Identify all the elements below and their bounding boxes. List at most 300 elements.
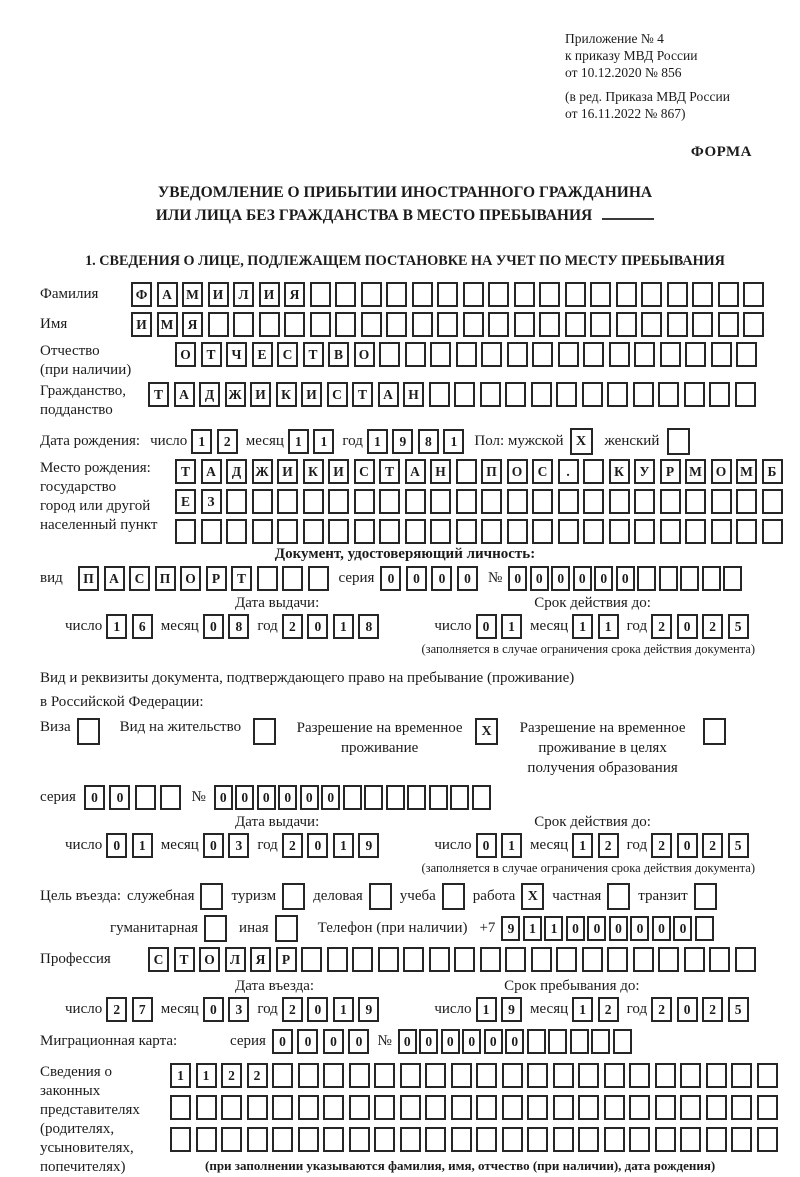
char-cell[interactable] [379, 342, 400, 367]
char-cell[interactable]: О [354, 342, 375, 367]
char-cell[interactable] [298, 1127, 319, 1152]
char-cell[interactable] [335, 282, 356, 307]
char-cell[interactable] [472, 785, 491, 810]
char-cell[interactable] [762, 519, 783, 544]
char-cell[interactable]: 0 [441, 1029, 460, 1054]
char-cell[interactable]: . [558, 459, 579, 484]
char-cell[interactable]: 0 [677, 997, 698, 1022]
char-cell[interactable]: 2 [598, 997, 619, 1022]
char-cell[interactable] [757, 1063, 778, 1088]
char-cell[interactable]: 0 [406, 566, 427, 591]
char-cell[interactable]: 0 [307, 833, 328, 858]
char-cell[interactable] [706, 1063, 727, 1088]
char-cell[interactable] [553, 1063, 574, 1088]
char-cell[interactable] [437, 282, 458, 307]
char-cell[interactable]: 2 [598, 833, 619, 858]
char-cell[interactable]: Я [250, 947, 271, 972]
char-cell[interactable] [476, 1127, 497, 1152]
char-cell[interactable] [400, 1063, 421, 1088]
char-cell[interactable]: Т [174, 947, 195, 972]
char-cell[interactable] [454, 947, 475, 972]
char-cell[interactable]: 2 [651, 833, 672, 858]
char-cell[interactable]: 0 [323, 1029, 344, 1054]
char-cell[interactable] [514, 282, 535, 307]
char-cell[interactable] [684, 947, 705, 972]
char-cell[interactable]: 0 [203, 833, 224, 858]
char-cell[interactable]: Т [303, 342, 324, 367]
char-cell[interactable] [233, 312, 254, 337]
char-cell[interactable]: М [736, 459, 757, 484]
char-cell[interactable] [762, 489, 783, 514]
char-cell[interactable] [476, 1063, 497, 1088]
char-cell[interactable] [629, 1095, 650, 1120]
char-cell[interactable]: 0 [257, 785, 276, 810]
char-cell[interactable]: 9 [501, 916, 520, 941]
char-cell[interactable] [252, 489, 273, 514]
char-cell[interactable]: С [532, 459, 553, 484]
char-cell[interactable]: Е [175, 489, 196, 514]
char-cell[interactable]: 0 [616, 566, 635, 591]
char-cell[interactable] [709, 382, 730, 407]
char-cell[interactable]: 2 [106, 997, 127, 1022]
char-cell[interactable]: 1 [313, 429, 334, 454]
char-cell[interactable]: Т [201, 342, 222, 367]
char-cell[interactable] [303, 489, 324, 514]
char-cell[interactable]: 9 [358, 833, 379, 858]
char-cell[interactable] [386, 312, 407, 337]
char-cell[interactable]: 0 [476, 833, 497, 858]
char-cell[interactable] [590, 312, 611, 337]
char-cell[interactable] [634, 519, 655, 544]
char-cell[interactable]: Т [352, 382, 373, 407]
char-cell[interactable] [463, 312, 484, 337]
char-cell[interactable] [604, 1063, 625, 1088]
char-cell[interactable] [565, 312, 586, 337]
char-cell[interactable]: П [155, 566, 176, 591]
char-cell[interactable]: 0 [652, 916, 671, 941]
char-cell[interactable] [208, 312, 229, 337]
char-cell[interactable] [583, 519, 604, 544]
char-cell[interactable] [335, 312, 356, 337]
char-cell[interactable]: 1 [333, 833, 354, 858]
char-cell[interactable]: О [199, 947, 220, 972]
temp-residence-checkbox[interactable]: X [475, 718, 498, 745]
char-cell[interactable]: М [182, 282, 203, 307]
char-cell[interactable] [303, 519, 324, 544]
char-cell[interactable] [531, 947, 552, 972]
char-cell[interactable] [531, 382, 552, 407]
char-cell[interactable] [706, 1095, 727, 1120]
char-cell[interactable] [505, 382, 526, 407]
char-cell[interactable] [247, 1127, 268, 1152]
char-cell[interactable] [659, 566, 678, 591]
char-cell[interactable]: 0 [457, 566, 478, 591]
char-cell[interactable]: 9 [358, 997, 379, 1022]
char-cell[interactable] [221, 1127, 242, 1152]
char-cell[interactable] [502, 1127, 523, 1152]
char-cell[interactable]: 0 [609, 916, 628, 941]
char-cell[interactable]: С [354, 459, 375, 484]
char-cell[interactable] [527, 1127, 548, 1152]
char-cell[interactable]: 0 [677, 614, 698, 639]
char-cell[interactable] [507, 489, 528, 514]
char-cell[interactable] [609, 342, 630, 367]
char-cell[interactable] [456, 342, 477, 367]
char-cell[interactable] [507, 342, 528, 367]
char-cell[interactable]: Б [762, 459, 783, 484]
char-cell[interactable]: 0 [508, 566, 527, 591]
purpose-study-checkbox[interactable] [442, 883, 465, 910]
char-cell[interactable] [502, 1063, 523, 1088]
char-cell[interactable] [629, 1063, 650, 1088]
char-cell[interactable] [361, 282, 382, 307]
char-cell[interactable]: Т [148, 382, 169, 407]
char-cell[interactable]: 1 [501, 833, 522, 858]
char-cell[interactable] [456, 519, 477, 544]
char-cell[interactable] [412, 312, 433, 337]
char-cell[interactable] [629, 1127, 650, 1152]
char-cell[interactable]: С [148, 947, 169, 972]
char-cell[interactable] [637, 566, 656, 591]
purpose-transit-checkbox[interactable] [694, 883, 717, 910]
char-cell[interactable] [655, 1127, 676, 1152]
char-cell[interactable] [252, 519, 273, 544]
char-cell[interactable] [481, 489, 502, 514]
char-cell[interactable] [454, 382, 475, 407]
char-cell[interactable] [641, 312, 662, 337]
char-cell[interactable]: 1 [196, 1063, 217, 1088]
char-cell[interactable] [374, 1127, 395, 1152]
char-cell[interactable]: И [259, 282, 280, 307]
char-cell[interactable] [450, 785, 469, 810]
char-cell[interactable]: Л [225, 947, 246, 972]
purpose-other-checkbox[interactable] [275, 915, 298, 942]
char-cell[interactable]: Я [284, 282, 305, 307]
char-cell[interactable]: 3 [228, 997, 249, 1022]
char-cell[interactable] [386, 282, 407, 307]
char-cell[interactable] [328, 519, 349, 544]
char-cell[interactable] [660, 519, 681, 544]
char-cell[interactable]: 2 [702, 614, 723, 639]
char-cell[interactable] [323, 1095, 344, 1120]
char-cell[interactable]: Ф [131, 282, 152, 307]
char-cell[interactable]: Д [226, 459, 247, 484]
gender-male-checkbox[interactable]: X [570, 428, 593, 455]
char-cell[interactable] [685, 489, 706, 514]
char-cell[interactable] [527, 1063, 548, 1088]
char-cell[interactable]: 0 [235, 785, 254, 810]
char-cell[interactable] [527, 1029, 546, 1054]
char-cell[interactable]: Т [379, 459, 400, 484]
char-cell[interactable]: 2 [651, 997, 672, 1022]
char-cell[interactable]: О [507, 459, 528, 484]
char-cell[interactable] [658, 382, 679, 407]
char-cell[interactable] [558, 342, 579, 367]
char-cell[interactable]: 1 [132, 833, 153, 858]
purpose-tourism-checkbox[interactable] [282, 883, 305, 910]
char-cell[interactable] [488, 282, 509, 307]
char-cell[interactable] [735, 382, 756, 407]
char-cell[interactable] [743, 312, 764, 337]
char-cell[interactable] [343, 785, 362, 810]
char-cell[interactable]: 0 [419, 1029, 438, 1054]
purpose-private-checkbox[interactable] [607, 883, 630, 910]
char-cell[interactable]: В [328, 342, 349, 367]
char-cell[interactable]: 1 [367, 429, 388, 454]
char-cell[interactable] [451, 1095, 472, 1120]
char-cell[interactable] [616, 312, 637, 337]
char-cell[interactable] [582, 382, 603, 407]
char-cell[interactable]: 0 [673, 916, 692, 941]
char-cell[interactable] [429, 382, 450, 407]
char-cell[interactable] [634, 342, 655, 367]
char-cell[interactable] [310, 312, 331, 337]
char-cell[interactable] [400, 1127, 421, 1152]
char-cell[interactable] [196, 1095, 217, 1120]
char-cell[interactable]: 1 [476, 997, 497, 1022]
char-cell[interactable] [505, 947, 526, 972]
char-cell[interactable] [709, 947, 730, 972]
residence-permit-checkbox[interactable] [253, 718, 276, 745]
char-cell[interactable] [607, 947, 628, 972]
char-cell[interactable]: О [711, 459, 732, 484]
char-cell[interactable]: А [201, 459, 222, 484]
char-cell[interactable]: 0 [677, 833, 698, 858]
char-cell[interactable]: У [634, 459, 655, 484]
char-cell[interactable]: М [685, 459, 706, 484]
char-cell[interactable] [352, 947, 373, 972]
char-cell[interactable] [731, 1063, 752, 1088]
char-cell[interactable]: К [609, 459, 630, 484]
char-cell[interactable] [374, 1095, 395, 1120]
char-cell[interactable] [692, 282, 713, 307]
char-cell[interactable]: 8 [418, 429, 439, 454]
char-cell[interactable] [527, 1095, 548, 1120]
char-cell[interactable] [695, 916, 714, 941]
char-cell[interactable]: 0 [594, 566, 613, 591]
char-cell[interactable] [226, 489, 247, 514]
char-cell[interactable]: 0 [505, 1029, 524, 1054]
char-cell[interactable]: 7 [132, 997, 153, 1022]
char-cell[interactable]: С [277, 342, 298, 367]
char-cell[interactable] [407, 785, 426, 810]
char-cell[interactable] [558, 489, 579, 514]
char-cell[interactable] [582, 947, 603, 972]
char-cell[interactable]: А [378, 382, 399, 407]
char-cell[interactable] [349, 1127, 370, 1152]
char-cell[interactable] [658, 947, 679, 972]
char-cell[interactable]: 9 [501, 997, 522, 1022]
char-cell[interactable]: 2 [702, 997, 723, 1022]
char-cell[interactable] [604, 1127, 625, 1152]
char-cell[interactable] [272, 1063, 293, 1088]
temp-residence-education-checkbox[interactable] [703, 718, 726, 745]
char-cell[interactable] [349, 1095, 370, 1120]
char-cell[interactable]: 1 [572, 997, 593, 1022]
char-cell[interactable] [660, 489, 681, 514]
char-cell[interactable]: А [104, 566, 125, 591]
char-cell[interactable]: 0 [272, 1029, 293, 1054]
char-cell[interactable] [680, 1127, 701, 1152]
char-cell[interactable] [378, 947, 399, 972]
char-cell[interactable]: М [157, 312, 178, 337]
char-cell[interactable] [430, 489, 451, 514]
char-cell[interactable]: П [481, 459, 502, 484]
char-cell[interactable]: Н [403, 382, 424, 407]
char-cell[interactable] [539, 312, 560, 337]
char-cell[interactable]: Л [233, 282, 254, 307]
char-cell[interactable] [430, 342, 451, 367]
char-cell[interactable] [301, 947, 322, 972]
char-cell[interactable] [553, 1095, 574, 1120]
char-cell[interactable] [583, 342, 604, 367]
char-cell[interactable] [327, 947, 348, 972]
char-cell[interactable] [451, 1063, 472, 1088]
char-cell[interactable]: Е [252, 342, 273, 367]
char-cell[interactable]: 0 [84, 785, 105, 810]
char-cell[interactable] [583, 459, 604, 484]
char-cell[interactable]: 8 [228, 614, 249, 639]
char-cell[interactable] [532, 489, 553, 514]
char-cell[interactable] [735, 947, 756, 972]
char-cell[interactable] [463, 282, 484, 307]
char-cell[interactable] [456, 459, 477, 484]
char-cell[interactable] [655, 1063, 676, 1088]
char-cell[interactable]: О [180, 566, 201, 591]
char-cell[interactable] [507, 519, 528, 544]
char-cell[interactable]: 0 [348, 1029, 369, 1054]
char-cell[interactable]: И [250, 382, 271, 407]
char-cell[interactable]: 2 [282, 833, 303, 858]
char-cell[interactable] [323, 1063, 344, 1088]
purpose-humanitarian-checkbox[interactable] [204, 915, 227, 942]
char-cell[interactable]: 0 [307, 997, 328, 1022]
char-cell[interactable] [757, 1095, 778, 1120]
char-cell[interactable] [405, 342, 426, 367]
char-cell[interactable] [604, 1095, 625, 1120]
char-cell[interactable] [539, 282, 560, 307]
char-cell[interactable]: 8 [358, 614, 379, 639]
char-cell[interactable] [386, 785, 405, 810]
char-cell[interactable] [354, 489, 375, 514]
char-cell[interactable]: 0 [587, 916, 606, 941]
char-cell[interactable]: Т [231, 566, 252, 591]
char-cell[interactable]: 0 [566, 916, 585, 941]
char-cell[interactable] [692, 312, 713, 337]
char-cell[interactable]: 5 [728, 833, 749, 858]
char-cell[interactable] [160, 785, 181, 810]
char-cell[interactable]: 1 [572, 833, 593, 858]
char-cell[interactable]: 0 [530, 566, 549, 591]
char-cell[interactable] [361, 312, 382, 337]
char-cell[interactable] [476, 1095, 497, 1120]
char-cell[interactable] [196, 1127, 217, 1152]
char-cell[interactable] [374, 1063, 395, 1088]
char-cell[interactable] [514, 312, 535, 337]
char-cell[interactable] [170, 1095, 191, 1120]
char-cell[interactable] [480, 947, 501, 972]
char-cell[interactable] [257, 566, 278, 591]
char-cell[interactable]: Ж [225, 382, 246, 407]
char-cell[interactable]: 0 [551, 566, 570, 591]
char-cell[interactable] [429, 947, 450, 972]
char-cell[interactable] [711, 489, 732, 514]
char-cell[interactable]: 0 [462, 1029, 481, 1054]
char-cell[interactable] [702, 566, 721, 591]
char-cell[interactable]: 2 [651, 614, 672, 639]
char-cell[interactable]: 5 [728, 997, 749, 1022]
char-cell[interactable] [298, 1063, 319, 1088]
char-cell[interactable] [634, 489, 655, 514]
char-cell[interactable]: Н [430, 459, 451, 484]
char-cell[interactable] [437, 312, 458, 337]
char-cell[interactable]: 1 [501, 614, 522, 639]
char-cell[interactable]: А [405, 459, 426, 484]
char-cell[interactable]: Р [660, 459, 681, 484]
char-cell[interactable]: 2 [247, 1063, 268, 1088]
char-cell[interactable] [558, 519, 579, 544]
char-cell[interactable]: 0 [203, 997, 224, 1022]
char-cell[interactable] [570, 1029, 589, 1054]
char-cell[interactable] [565, 282, 586, 307]
char-cell[interactable] [400, 1095, 421, 1120]
char-cell[interactable] [298, 1095, 319, 1120]
char-cell[interactable] [609, 489, 630, 514]
char-cell[interactable]: Т [175, 459, 196, 484]
char-cell[interactable] [736, 519, 757, 544]
char-cell[interactable]: 0 [203, 614, 224, 639]
char-cell[interactable]: 2 [217, 429, 238, 454]
char-cell[interactable] [706, 1127, 727, 1152]
char-cell[interactable]: К [303, 459, 324, 484]
char-cell[interactable] [680, 1063, 701, 1088]
char-cell[interactable]: 1 [572, 614, 593, 639]
purpose-official-checkbox[interactable] [200, 883, 223, 910]
char-cell[interactable] [736, 489, 757, 514]
char-cell[interactable] [616, 282, 637, 307]
char-cell[interactable] [451, 1127, 472, 1152]
char-cell[interactable] [364, 785, 383, 810]
char-cell[interactable] [412, 282, 433, 307]
char-cell[interactable]: И [277, 459, 298, 484]
char-cell[interactable]: 9 [392, 429, 413, 454]
char-cell[interactable]: 0 [297, 1029, 318, 1054]
gender-female-checkbox[interactable] [667, 428, 690, 455]
char-cell[interactable] [430, 519, 451, 544]
char-cell[interactable]: 5 [728, 614, 749, 639]
char-cell[interactable] [221, 1095, 242, 1120]
char-cell[interactable] [583, 489, 604, 514]
char-cell[interactable] [532, 342, 553, 367]
char-cell[interactable] [556, 947, 577, 972]
char-cell[interactable] [684, 382, 705, 407]
char-cell[interactable]: К [276, 382, 297, 407]
char-cell[interactable]: 0 [106, 833, 127, 858]
char-cell[interactable]: 6 [132, 614, 153, 639]
char-cell[interactable] [403, 947, 424, 972]
char-cell[interactable] [502, 1095, 523, 1120]
char-cell[interactable] [680, 566, 699, 591]
char-cell[interactable]: И [208, 282, 229, 307]
char-cell[interactable] [660, 342, 681, 367]
char-cell[interactable]: 1 [333, 614, 354, 639]
char-cell[interactable]: 0 [380, 566, 401, 591]
char-cell[interactable] [641, 282, 662, 307]
char-cell[interactable] [633, 382, 654, 407]
char-cell[interactable]: И [328, 459, 349, 484]
char-cell[interactable] [170, 1127, 191, 1152]
char-cell[interactable]: 1 [333, 997, 354, 1022]
